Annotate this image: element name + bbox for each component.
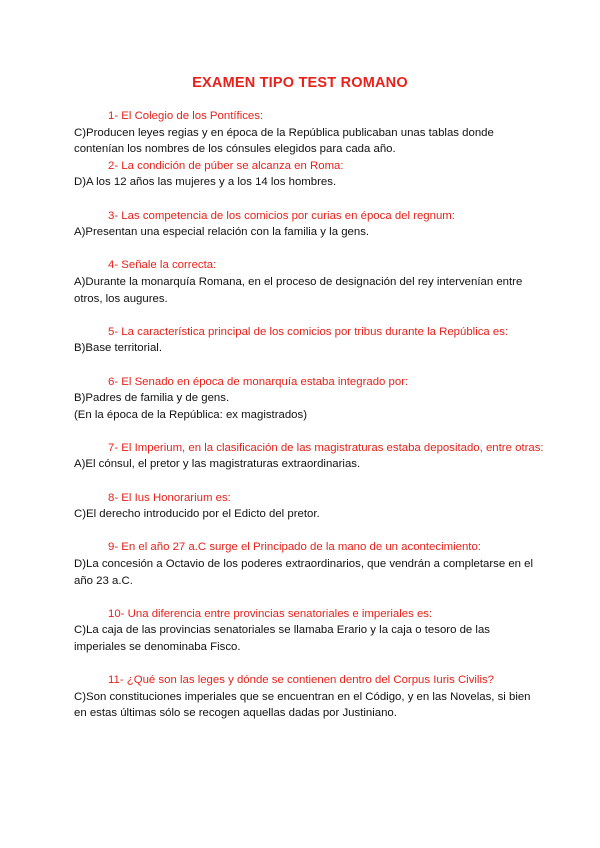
question-block-6 [74,374,544,424]
document-title: EXAMEN TIPO TEST ROMANO [192,75,408,91]
question-block-8 [74,490,544,523]
answer-text: A)Durante la monarquía Romana, en el proceso de designación del rey intervenían entre otros, los augures. [74,275,523,305]
question-text: 5- La característica principal de los comicios por tribus durante la República es: [108,325,509,338]
spacer [74,523,544,540]
spacer [74,656,544,673]
question-text: 10- Una diferencia entre provincias senatoriales e imperiales es: [108,607,433,620]
question-text: 11- ¿Qué son las leges y dónde se contienen dentro del Corpus Iuris Civilis? [108,674,495,687]
question-text: 4- Señale la correcta: [108,259,217,272]
question-block-10 [74,606,544,656]
question-text: 1- El Colegio de los Pontífices: [108,110,264,122]
answer-text: D)A los 12 años las mujeres y a los 14 los hombres. [74,176,337,189]
answer-note: (En la época de la República: ex magistrados) [74,408,308,421]
spacer [74,241,544,258]
question-text: 2- La condición de púber se alcanza en Roma: [108,159,344,172]
answer-text: A)El cónsul, el pretor y las magistraturas extraordinarias. [74,458,361,471]
question-text: 6- El Senado en época de monarquía estaba integrado por: [108,375,409,388]
questions-list [74,108,544,722]
question-text: 3- Las competencia de los comicios por curias en época del regnum: [108,209,455,222]
question-text: 8- El Ius Honorarium es: [108,491,231,504]
question-block-4 [74,257,544,307]
question-text: 9- En el año 27 a.C surge el Principado de la mano de un acontecimiento: [108,541,481,554]
question-block-7 [74,440,544,473]
spacer [74,589,544,606]
answer-text: A)Presentan una especial relación con la familia y la gens. [74,226,370,239]
question-block-9 [74,539,544,589]
spacer [74,191,544,208]
answer-text: C)Son constituciones imperiales que se encuentran en el Código, y en las Novelas, si bien en estas últimas sólo se recogen aquellas dadas por Justiniano. [74,690,531,720]
answer-text: D)La concesión a Octavio de los poderes extraordinarios, que vendrán a completarse en el año 23 a.C. [74,558,534,587]
spacer [74,423,544,440]
spacer [74,473,544,490]
question-block-5 [74,324,544,357]
answer-text: C)Producen leyes regias y en época de la República publicaban unas tablas donde contenían los nombres de los cónsules elegidos para cada año. [74,126,494,156]
spacer [74,357,544,374]
answer-text: C)El derecho introducido por el Edicto del pretor. [74,508,320,521]
question-block-11 [74,672,544,722]
question-block-1 [74,108,544,158]
answer-text: C)La caja de las provincias senatoriales se llamaba Erario y la caja o tesoro de las imperiales se denominaba Fisco. [74,624,490,653]
answer-text: B)Base territorial. [74,342,162,355]
question-text: 7- El Imperium, en la clasificación de las magistraturas estaba depositado, entre otras: [108,441,544,454]
spacer [74,307,544,324]
answer-text: B)Padres de familia y de gens. [74,392,230,405]
question-block-3 [74,208,544,241]
question-block-2 [74,158,544,191]
